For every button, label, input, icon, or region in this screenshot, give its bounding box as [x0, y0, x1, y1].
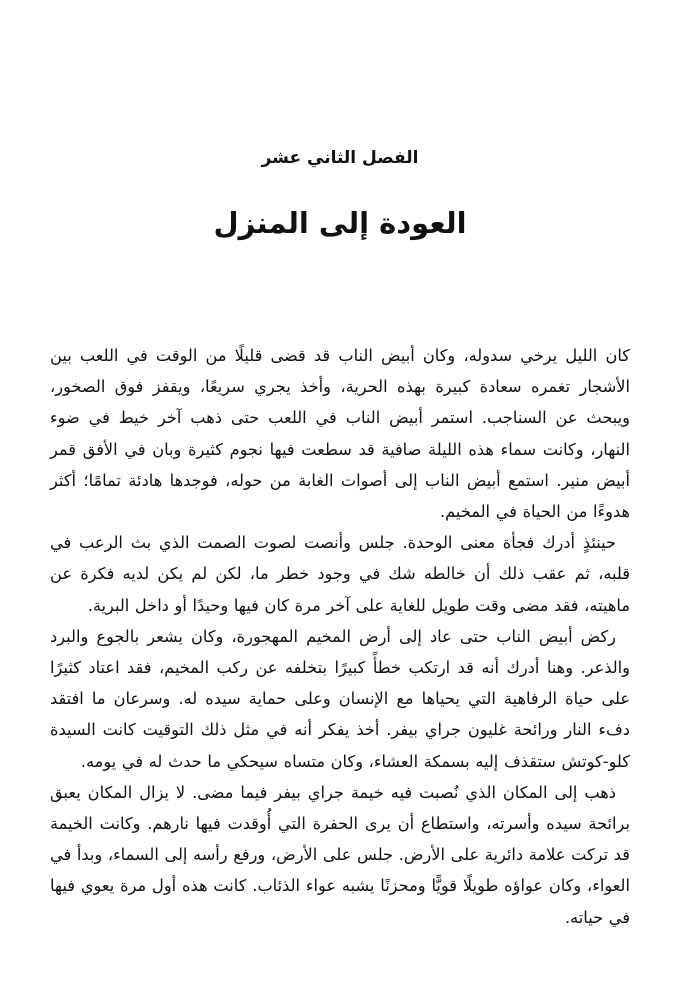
paragraph-1: كان الليل يرخي سدوله، وكان أبيض الناب قد قضى قليلًا من الوقت في اللعب بين الأشجار تغمره سعادة كبيرة بهذه الحرية، وأخذ يجري سريعًا، ويقفز فوق الصخور، ويبحث عن السناجب. استمر أبيض الناب في اللعب حتى ذهب آخر خيط في ضوء النهار، وكانت سماء هذه الليلة صافية قد سطعت فيها نجوم كثيرة وبان في الأفق قمر أبيض منير. استمع أبيض الناب إلى أصوات الغابة من حوله، فوجدها هادئة تمامًا؛ أكثر هدوءًا من الحياة في المخيم. [50, 346, 630, 522]
chapter-number: الفصل الثاني عشر [261, 148, 419, 168]
paragraph-2: حينئذٍ أدرك فجأة معنى الوحدة. جلس وأنصت لصوت الصمت الذي بث الرعب في قلبه، ثم عقب ذلك أن خالطه شك في وجود خطر ما، لكن لم يكن لديه فكرة عن ماهيته، فقد مضى وقت طويل للغاية على آخر مرة كان فيها وحيدًا أو داخل البرية. [50, 533, 630, 615]
paragraph-3: ركض أبيض الناب حتى عاد إلى أرض المخيم المهجورة، وكان يشعر بالجوع والبرد والذعر. وهنا أدرك أنه قد ارتكب خطأً كبيرًا بتخلفه عن ركب المخيم، فقد اعتاد كثيرًا على حياة الرفاهية التي يحياها مع الإنسان وعلى حماية سيده له. وسرعان ما افتقد دفء النار ورائحة غليون جراي بيفر. أخذ يفكر أنه في مثل ذلك التوقيت كانت السيدة كلو-كوتش ستقذف إليه بسمكة العشاء، وكان متساه سيحكي ما حدث له في يومه. [50, 626, 630, 771]
chapter-title: العودة إلى المنزل [213, 206, 467, 240]
chapter-body [50, 340, 630, 933]
paragraph-4: ذهب إلى المكان الذي نُصبت فيه خيمة جراي بيفر فيما مضى. لا يزال المكان يعبق برائحة سيده وأسرته، واستطاع أن يرى الحفرة التي أُوقدت فيها نارهم. وكانت الخيمة قد تركت علامة دائرية على الأرض. جلس على الأرض، ورفع رأسه إلى السماء، وبدأ في العواء، وكان عواؤه طويلًا قويًّا ومحزنًا يشبه عواء الذئاب. كانت هذه أول مرة يعوي فيها في حياته. [50, 782, 630, 927]
